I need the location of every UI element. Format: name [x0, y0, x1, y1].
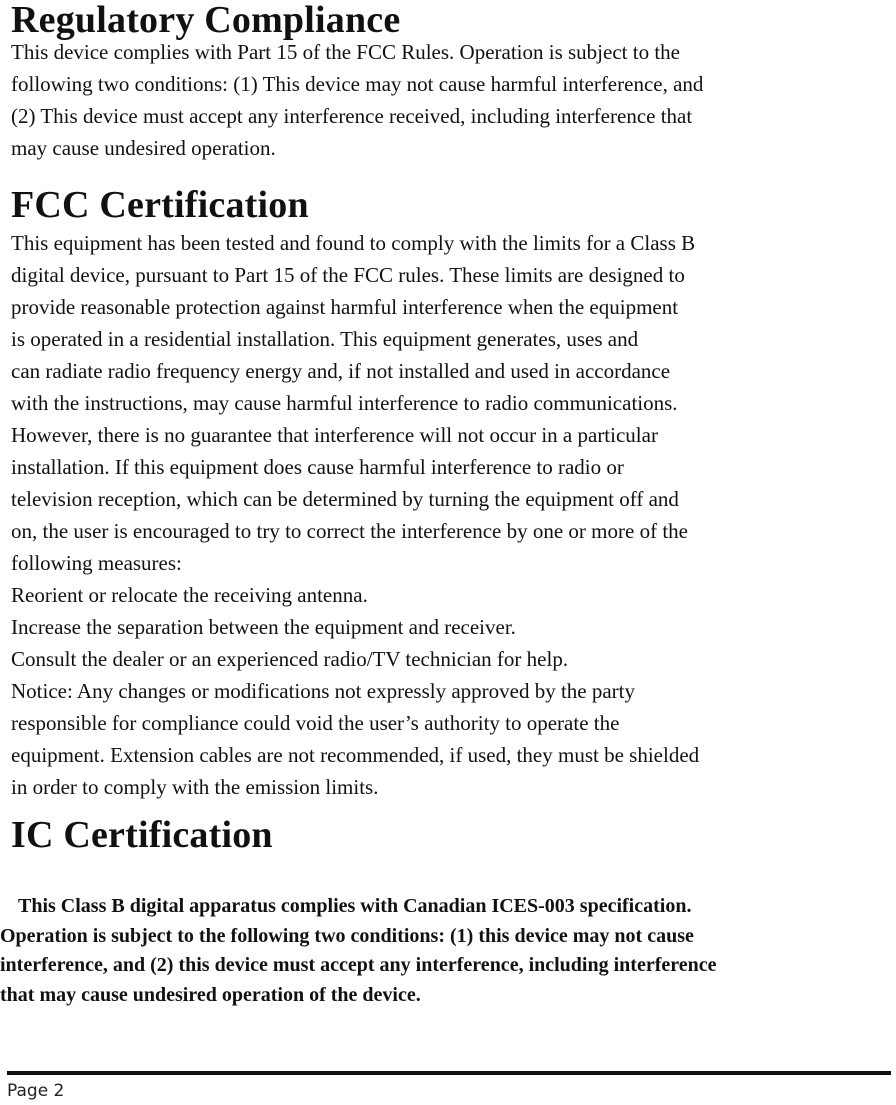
ic-certification-text	[0, 892, 717, 1010]
page-number: Page 2	[7, 1081, 65, 1101]
regulatory-compliance-text	[11, 36, 703, 164]
text-line: on, the user is encouraged to try to correct the interference by one or more of the	[11, 519, 688, 543]
text-line: installation. If this equipment does cause harmful interference to radio or	[11, 455, 624, 479]
text-line: Operation is subject to the following two conditions: (1) this device may not cause	[0, 924, 694, 947]
text-line: digital device, pursuant to Part 15 of the FCC rules. These limits are designed to	[11, 263, 685, 287]
text-line: may cause undesired operation.	[11, 136, 276, 160]
text-line: However, there is no guarantee that interference will not occur in a particular	[11, 423, 658, 447]
text-line: can radiate radio frequency energy and, if not installed and used in accordance	[11, 359, 671, 383]
regulatory-compliance-heading: Regulatory Compliance	[11, 0, 401, 41]
fcc-certification-heading: FCC Certification	[11, 184, 309, 226]
text-line: television reception, which can be determined by turning the equipment off and	[11, 487, 679, 511]
fcc-certification-text	[11, 227, 699, 803]
text-line: Reorient or relocate the receiving antenna.	[11, 583, 368, 607]
text-line: responsible for compliance could void the user’s authority to operate the	[11, 711, 620, 735]
text-line: Notice: Any changes or modifications not expressly approved by the party	[11, 679, 636, 703]
text-line: following two conditions: (1) This device may not cause harmful interference, and	[11, 72, 704, 96]
text-line: Consult the dealer or an experienced radio/TV technician for help.	[11, 647, 569, 671]
text-line: provide reasonable protection against harmful interference when the equipment	[11, 295, 679, 319]
text-line: interference, and (2) this device must accept any interference, including interference	[0, 954, 717, 976]
text-line: is operated in a residential installation. This equipment generates, uses and	[11, 327, 639, 351]
text-line: (2) This device must accept any interference received, including interference that	[11, 104, 693, 128]
text-line: in order to comply with the emission limits.	[11, 775, 379, 799]
text-line: equipment. Extension cables are not recommended, if used, they must be shielded	[11, 743, 700, 767]
text-line: with the instructions, may cause harmful interference to radio communications.	[11, 391, 678, 415]
footer-divider	[7, 1071, 891, 1075]
text-line: This equipment has been tested and found to comply with the limits for a Class B	[11, 231, 696, 255]
text-line: following measures:	[11, 551, 182, 575]
ic-certification-heading: IC Certification	[11, 814, 273, 856]
text-line: This Class B digital apparatus complies with Canadian ICES-003 specification.	[18, 895, 692, 917]
text-line: that may cause undesired operation of the device.	[0, 983, 421, 1006]
text-line: Increase the separation between the equipment and receiver.	[11, 615, 516, 639]
text-line: This device complies with Part 15 of the FCC Rules. Operation is subject to the	[11, 40, 680, 64]
